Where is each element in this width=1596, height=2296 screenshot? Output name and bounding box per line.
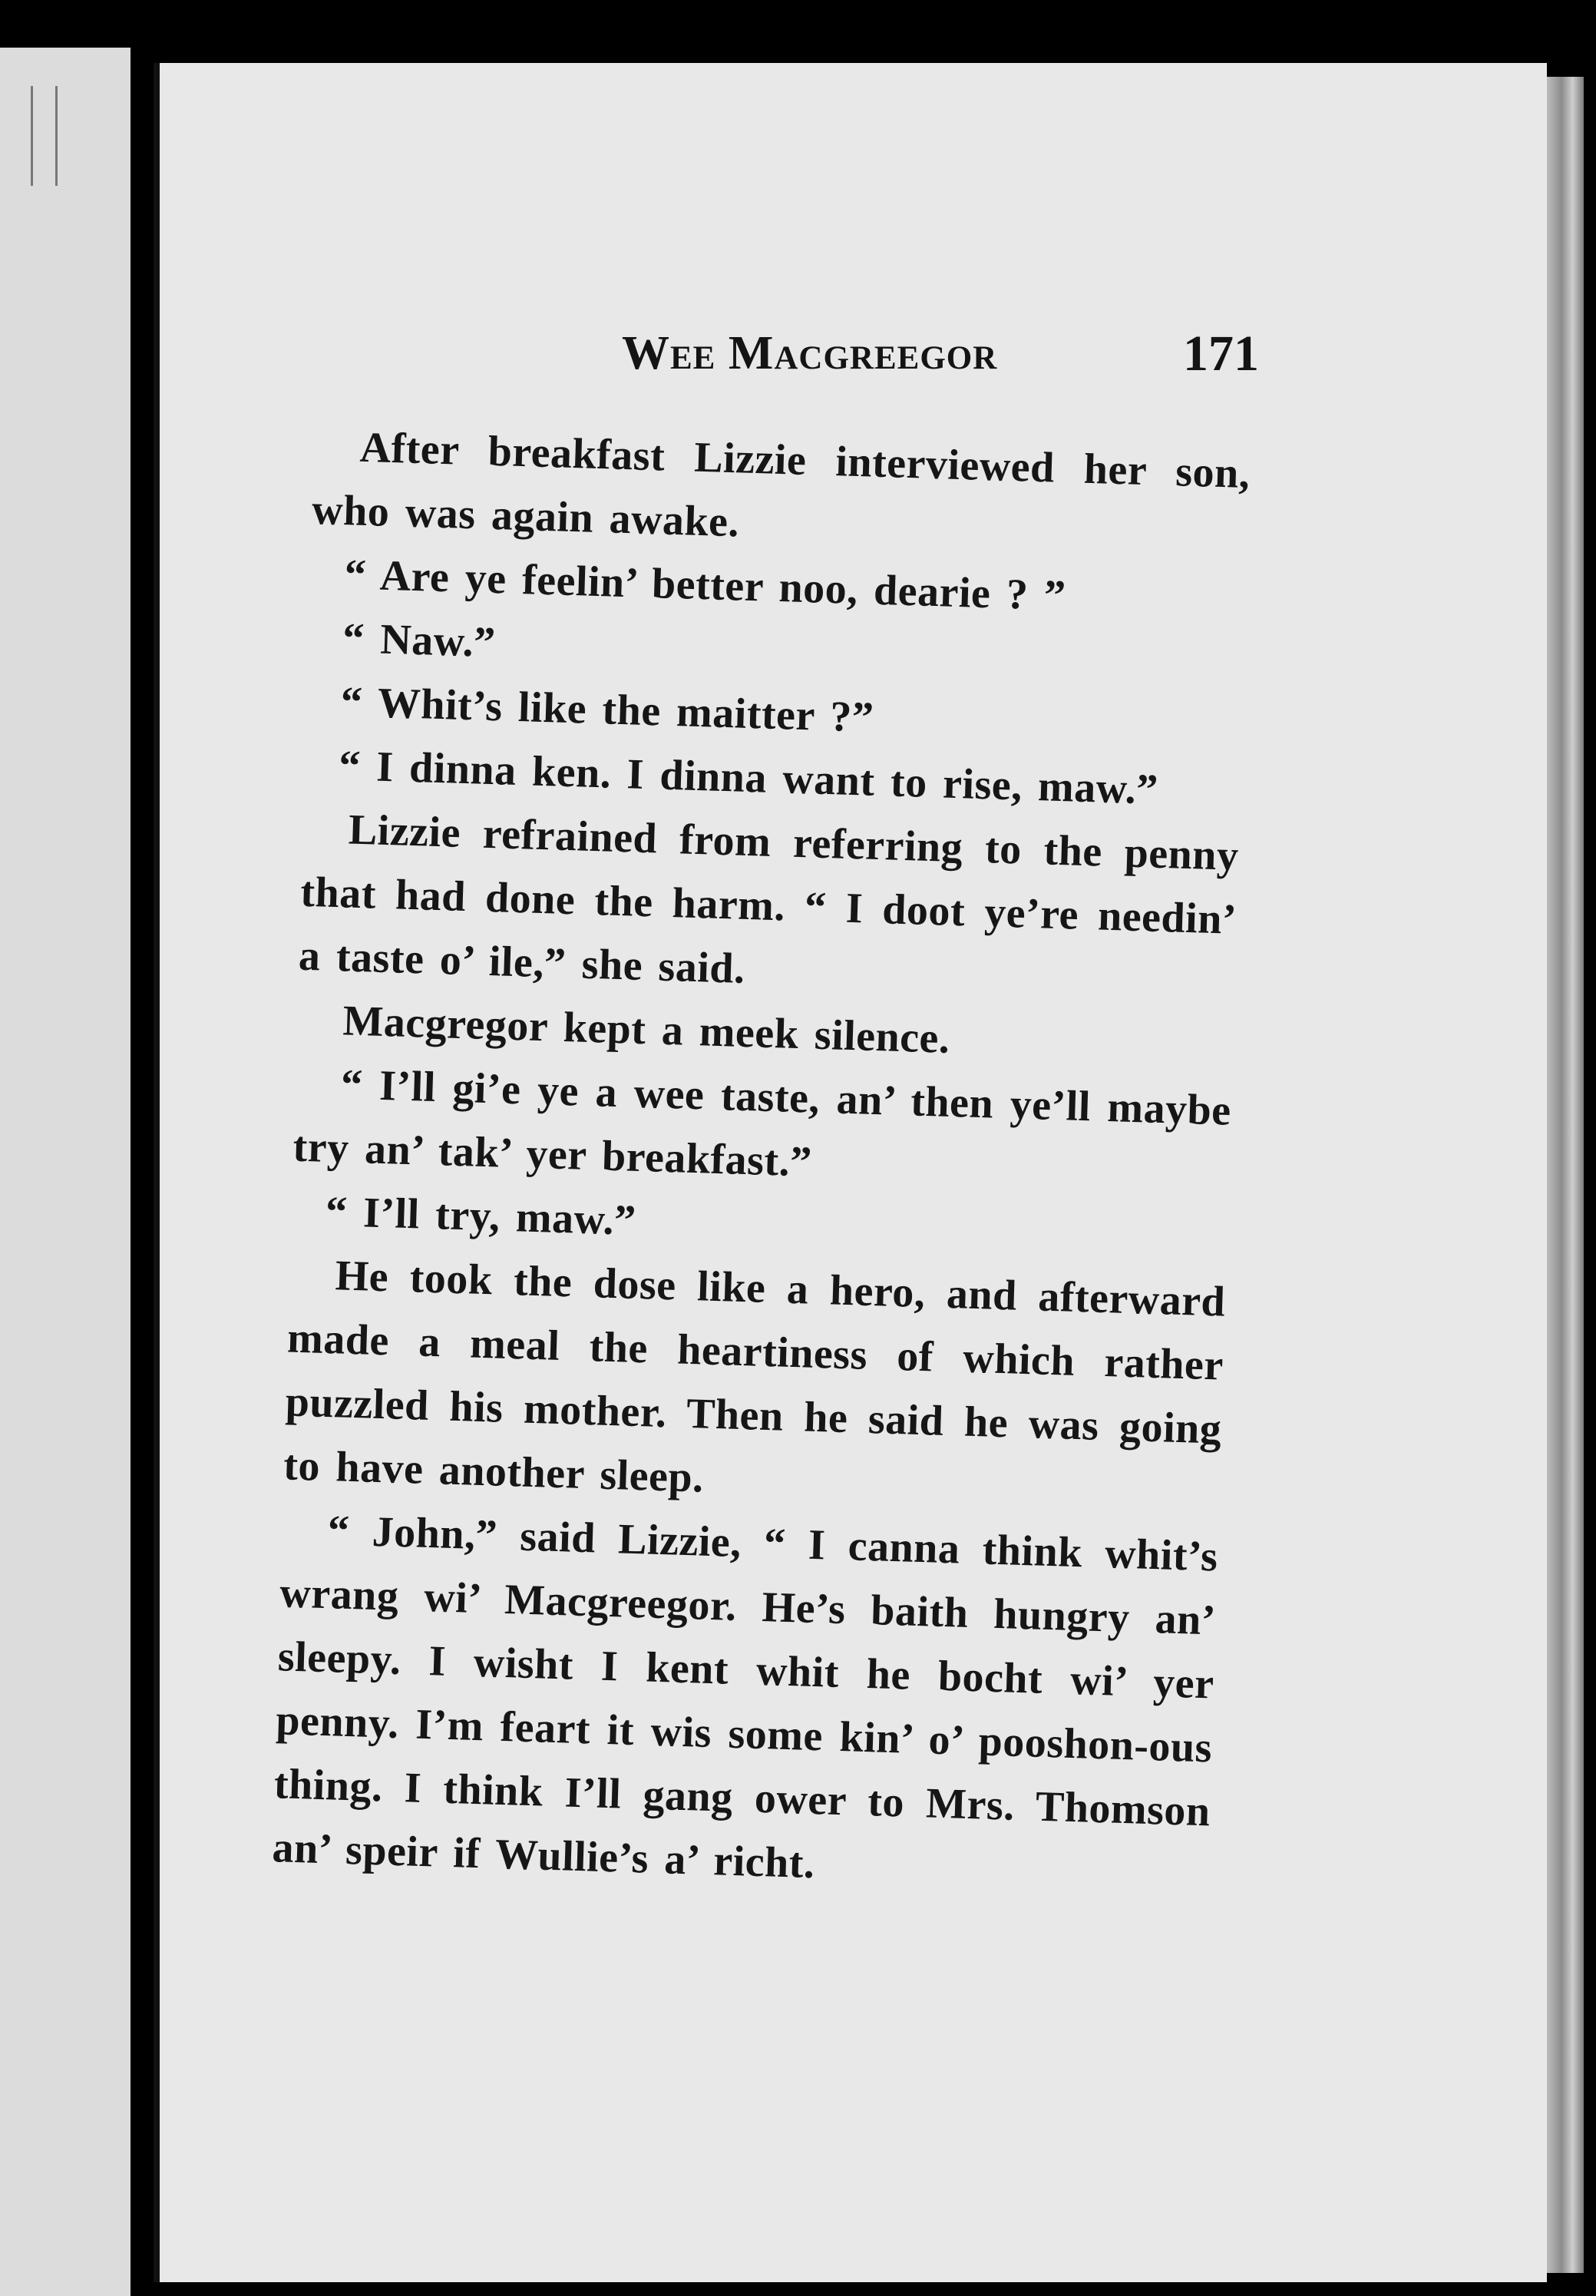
- paragraph: “ John,” said Lizzie, “ I canna think whit’s wrang wi’ Macgreegor. He’s baith hungry an’ sleepy. I wisht I kent whit he bocht wi’ yer penny. I’m feart it wis some kin’ o’ pooshon-ous thing. I think I’ll gang ower to Mrs. Thomson an’ speir if Wullie’s a’ richt.: [271, 1507, 1219, 1888]
- scan-streak: [55, 86, 58, 186]
- paragraph: After breakfast Lizzie interviewed her son, who was again awake.: [311, 423, 1251, 547]
- page-number: 171: [1183, 326, 1259, 382]
- body-text: [271, 415, 1251, 1907]
- page-stack-edge: [1547, 77, 1584, 2273]
- paragraph: “ I’ll gi’e ye a wee taste, an’ then ye’ll maybe try an’ tak’ yer breakfast.”: [292, 1060, 1232, 1186]
- running-title: Wee Macgreegor: [622, 327, 998, 379]
- page-header: [461, 311, 1259, 395]
- paragraph: “ I dinna ken. I dinna want to rise, maw.”: [338, 742, 1159, 814]
- paragraph: “ I’ll try, maw.”: [325, 1187, 637, 1245]
- facing-page-edge: [0, 48, 131, 2296]
- paragraph: Lizzie refrained from referring to the penny that had done the harm. “ I doot ye’re needin’ a taste o’ ile,” she said.: [298, 806, 1240, 993]
- paragraph: “ Are ye feelin’ better noo, dearie ? ”: [343, 551, 1067, 620]
- paragraph: He took the dose like a hero, and afterward made a meal the heartiness of which rather puzzled his mother. Then he said he was going to have another sleep.: [283, 1252, 1227, 1502]
- paragraph: Macgregor kept a meek silence.: [342, 997, 951, 1063]
- scan-streak: [31, 86, 33, 186]
- paragraph: “ Whit’s like the maitter ?”: [339, 678, 875, 742]
- paragraph: “ Naw.”: [342, 614, 497, 667]
